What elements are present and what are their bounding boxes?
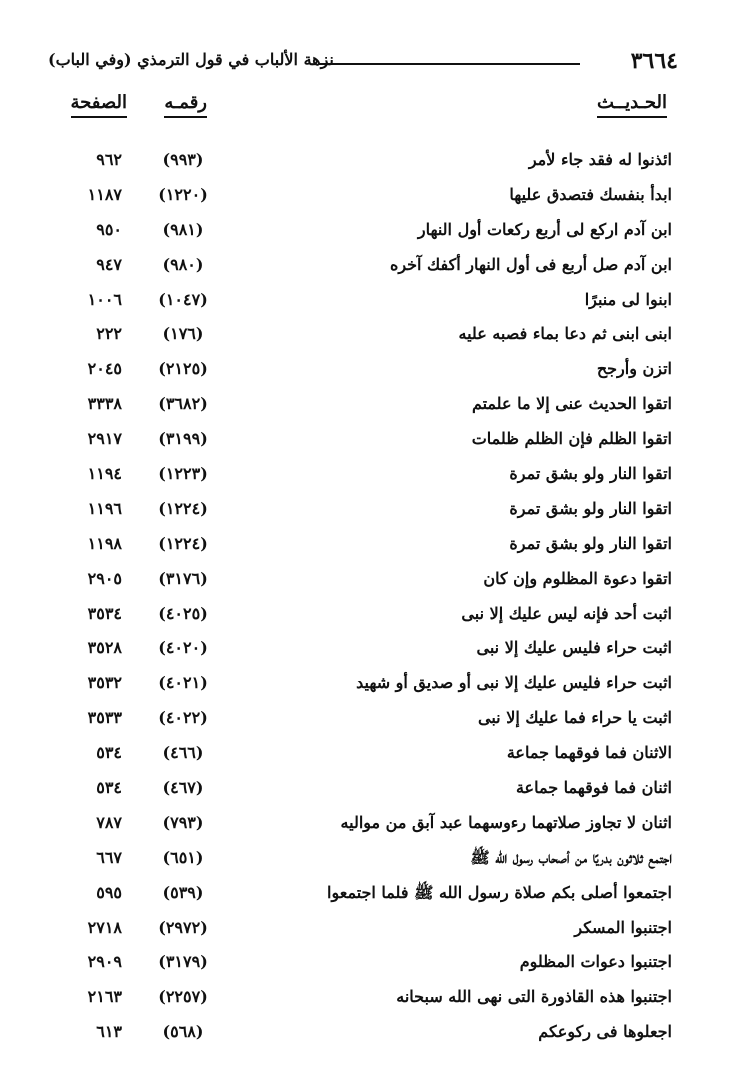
running-header: [48, 48, 678, 78]
page-reference: ٧٨٧: [96, 812, 122, 832]
column-header-hadith: الحـديــث: [597, 92, 667, 118]
page-reference: ١١٩٤: [87, 464, 122, 484]
hadith-number: (٥٣٩): [162, 882, 204, 902]
hadith-text: اتقوا دعوة المظلوم وإن كان: [483, 568, 672, 588]
hadith-number: (٤٠٢٥): [158, 603, 208, 623]
page-reference: ١١٩٦: [87, 498, 122, 518]
hadith-text: ابنى ابنى ثم دعا بماء فصبه عليه: [458, 324, 672, 344]
hadith-number: (٩٨١): [162, 219, 204, 239]
table-row: [0, 704, 755, 739]
hadith-text: اجعلوها فى ركوعكم: [538, 1022, 672, 1042]
table-row: [0, 1018, 755, 1053]
page-reference: ٦١٣: [96, 1022, 122, 1042]
hadith-text: اثبت أحد فإنه ليس عليك إلا نبى: [461, 603, 672, 623]
hadith-number: (٤٠٢٠): [158, 638, 208, 658]
page-reference: ٦٦٧: [96, 847, 122, 867]
hadith-text: ابدأ بنفسك فتصدق عليها: [509, 184, 672, 204]
hadith-text: اجتنبوا دعوات المظلوم: [519, 952, 672, 972]
hadith-number: (٧٩٣): [162, 812, 204, 832]
table-row: [0, 739, 755, 774]
page-reference: ١٠٠٦: [87, 289, 122, 309]
table-row: [0, 844, 755, 879]
table-row: [0, 495, 755, 530]
hadith-number: (١٧٦): [162, 324, 204, 344]
hadith-text: اتقوا النار ولو بشق تمرة: [509, 533, 672, 553]
table-row: [0, 320, 755, 355]
page-reference: ٥٣٤: [96, 778, 122, 798]
hadith-number: (٣٦٨٢): [158, 394, 208, 414]
column-header-page: الصفحة: [71, 92, 127, 118]
table-row: [0, 634, 755, 669]
table-row: [0, 425, 755, 460]
hadith-text: اثبت حراء فليس عليك إلا نبى أو صديق أو شهيد: [356, 673, 672, 693]
hadith-number: (٤٦٧): [162, 778, 204, 798]
table-row: [0, 251, 755, 286]
table-row: [0, 669, 755, 704]
hadith-number: (٩٨٠): [162, 254, 204, 274]
page-reference: ٩٥٠: [96, 219, 122, 239]
table-row: [0, 809, 755, 844]
page-reference: ٣٣٣٨: [87, 394, 122, 414]
hadith-number: (٤٦٦): [162, 743, 204, 763]
hadith-number: (٣١٧٦): [158, 568, 208, 588]
table-row: [0, 286, 755, 321]
hadith-number: (٣١٧٩): [158, 952, 208, 972]
hadith-number: (١٢٢٣): [158, 464, 208, 484]
page-reference: ٥٩٥: [96, 882, 122, 902]
hadith-number: (٤٠٢١): [158, 673, 208, 693]
header-rule: [318, 63, 580, 65]
hadith-text: اثنان لا تجاوز صلاتهما رءوسهما عبد آبق من مواليه: [340, 812, 672, 832]
table-row: [0, 914, 755, 949]
hadith-text: اثبت حراء فليس عليك إلا نبى: [476, 638, 672, 658]
page-reference: ١١٩٨: [87, 533, 122, 553]
hadith-text: اتقوا الحديث عنى إلا ما علمتم: [471, 394, 672, 414]
table-row: [0, 774, 755, 809]
page-reference: ٢١٦٣: [87, 987, 122, 1007]
hadith-number: (١٢٢٤): [158, 498, 208, 518]
hadith-text: اتزن وأرجح: [596, 359, 672, 379]
hadith-number: (٦٥١): [162, 847, 204, 867]
hadith-number: (٩٩٣): [162, 150, 204, 169]
hadith-text: اثبت يا حراء فما عليك إلا نبى: [478, 708, 672, 728]
table-row: [0, 600, 755, 635]
table-row: [0, 983, 755, 1018]
page-reference: ٣٥٣٢: [87, 673, 122, 693]
table-row: [0, 390, 755, 425]
hadith-number: (٢٩٧٢): [158, 917, 208, 937]
table-row: [0, 460, 755, 495]
table-row: [0, 216, 755, 251]
book-title: نزهة الألباب في قول الترمذي (وفي الباب): [48, 50, 334, 69]
table-row: [0, 146, 755, 181]
hadith-number: (٣١٩٩): [158, 429, 208, 449]
table-row: [0, 181, 755, 216]
page-reference: ١١٨٧: [87, 184, 122, 204]
hadith-number: (١٢٢٠): [158, 184, 208, 204]
table-row: [0, 530, 755, 565]
hadith-text: اثنان فما فوقهما جماعة: [515, 778, 672, 798]
page-reference: ٩٤٧: [96, 254, 122, 274]
page-reference: ٢٢٢: [96, 324, 122, 344]
page-reference: ٢٩١٧: [87, 429, 122, 449]
page-reference: ٢٩٠٩: [87, 952, 122, 972]
hadith-text: اتقوا النار ولو بشق تمرة: [509, 464, 672, 484]
table-row: [0, 355, 755, 390]
page-reference: ٢٩٠٥: [87, 568, 122, 588]
hadith-text: اجتنبوا المسكر: [574, 917, 672, 937]
hadith-text: اجتمعوا أصلى بكم صلاة رسول الله ﷺ فلما اجتمعوا: [327, 882, 672, 902]
table-row: [0, 565, 755, 600]
column-header-number: رقمـه: [164, 92, 207, 118]
hadith-text: اجتنبوا هذه القاذورة التى نهى الله سبحانه: [396, 987, 672, 1007]
page-number: ٣٦٦٤: [630, 48, 678, 74]
page-reference: ٣٥٣٤: [87, 603, 122, 623]
page-reference: ٥٣٤: [96, 743, 122, 763]
page-reference: ٩٦٢: [96, 150, 122, 169]
hadith-number: (٢٢٥٧): [158, 987, 208, 1007]
hadith-number: (٤٠٢٢): [158, 708, 208, 728]
hadith-number: (١٢٢٤): [158, 533, 208, 553]
hadith-text: الاثنان فما فوقهما جماعة: [506, 743, 672, 763]
page-reference: ٢٧١٨: [87, 917, 122, 937]
page-reference: ٣٥٣٣: [87, 708, 122, 728]
hadith-text: ابنوا لى منبرًا: [584, 289, 672, 309]
hadith-text: اتقوا الظلم فإن الظلم ظلمات: [471, 429, 672, 449]
page-reference: ٢٠٤٥: [87, 359, 122, 379]
hadith-number: (٥٦٨): [162, 1022, 204, 1042]
hadith-number: (٢١٢٥): [158, 359, 208, 379]
hadith-text: اجتمع ثلاثون بدريًا من أصحاب رسول الله ﷺ: [470, 847, 672, 867]
hadith-text: اتقوا النار ولو بشق تمرة: [509, 498, 672, 518]
index-table: [0, 146, 755, 1053]
table-row: [0, 879, 755, 914]
hadith-text: ابن آدم صل أربع فى أول النهار أكفك آخره: [389, 254, 672, 274]
page-reference: ٣٥٢٨: [87, 638, 122, 658]
hadith-text: ابن آدم اركع لى أربع ركعات أول النهار: [417, 219, 672, 239]
table-row: [0, 948, 755, 983]
hadith-number: (١٠٤٧): [158, 289, 208, 309]
hadith-text: ائذنوا له فقد جاء لأمر: [528, 150, 672, 169]
